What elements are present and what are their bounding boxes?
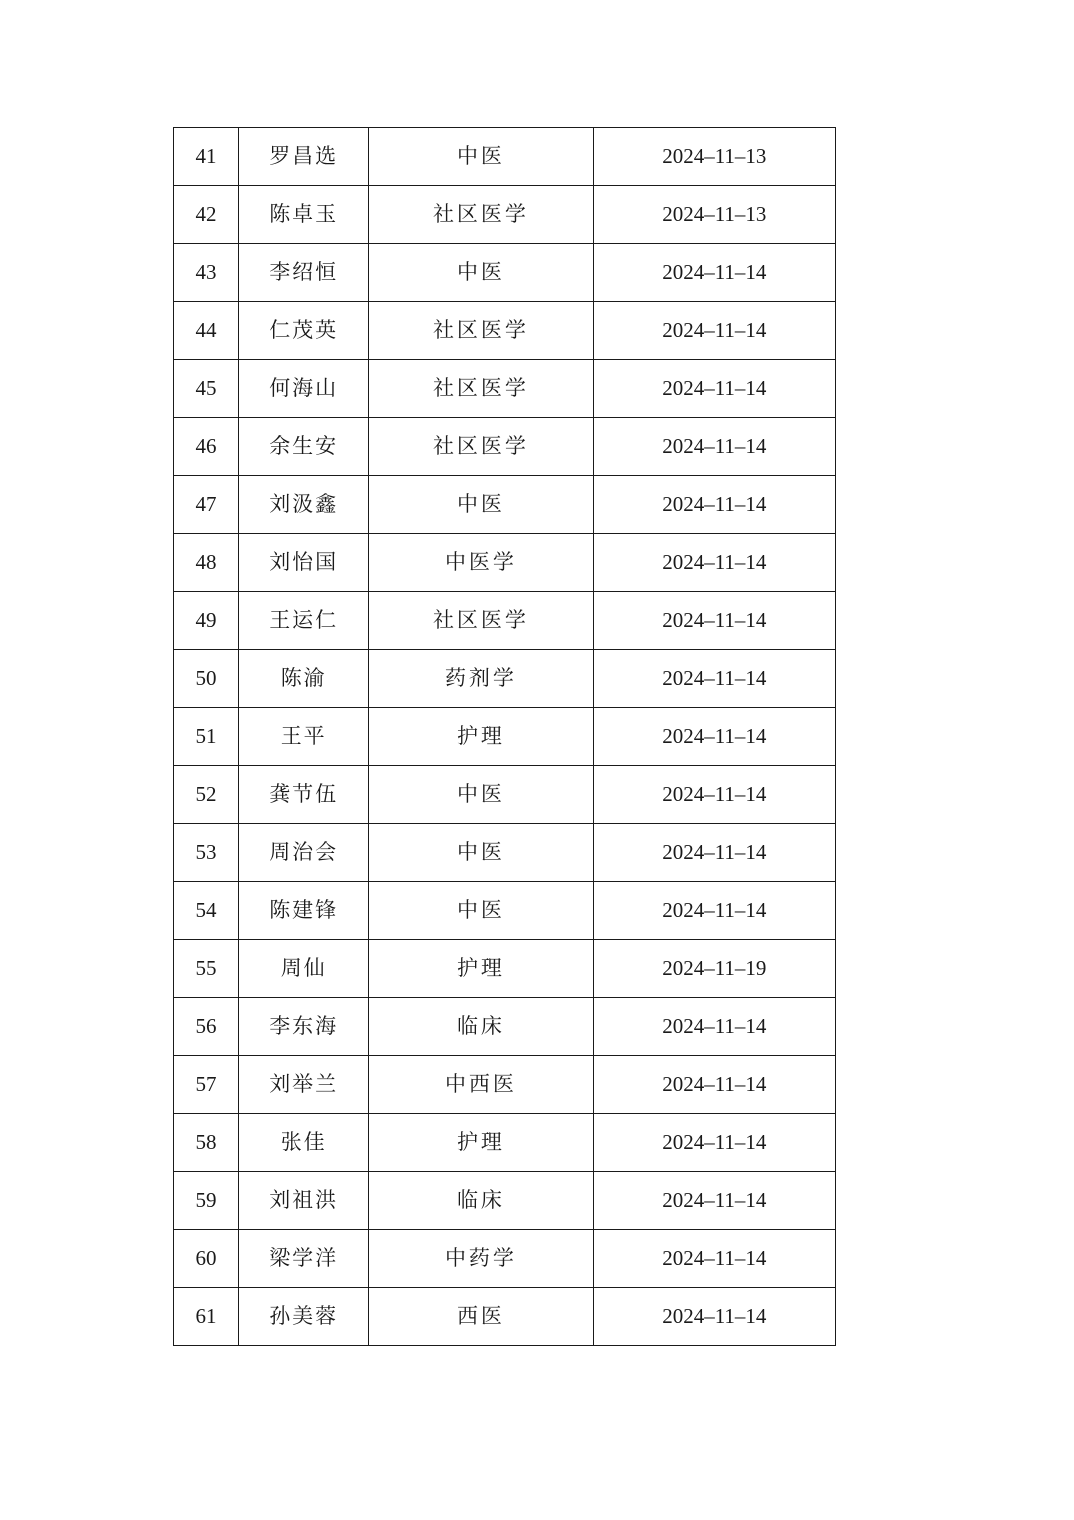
date-cell: 2024–11–14 [593,1230,835,1288]
date-cell: 2024–11–14 [593,302,835,360]
table-row [174,708,836,766]
major-cell: 中医学 [369,534,593,592]
date-cell: 2024–11–14 [593,824,835,882]
row-number-cell: 57 [174,1056,239,1114]
date-cell: 2024–11–14 [593,998,835,1056]
major-cell: 社区医学 [369,186,593,244]
table-row [174,1114,836,1172]
name-cell: 陈卓玉 [239,186,369,244]
row-number-cell: 46 [174,418,239,476]
row-number-cell: 49 [174,592,239,650]
row-number-cell: 44 [174,302,239,360]
name-cell: 梁学洋 [239,1230,369,1288]
table-row [174,592,836,650]
major-cell: 西医 [369,1288,593,1346]
row-number-cell: 58 [174,1114,239,1172]
row-number-cell: 59 [174,1172,239,1230]
date-cell: 2024–11–19 [593,940,835,998]
name-cell: 何海山 [239,360,369,418]
name-cell: 龚节伍 [239,766,369,824]
table-row [174,650,836,708]
roster-table [173,127,836,1346]
row-number-cell: 48 [174,534,239,592]
table-row [174,824,836,882]
name-cell: 陈建锋 [239,882,369,940]
table-row [174,998,836,1056]
table-row [174,1172,836,1230]
name-cell: 周仙 [239,940,369,998]
major-cell: 护理 [369,708,593,766]
table-row [174,418,836,476]
name-cell: 余生安 [239,418,369,476]
table-row [174,882,836,940]
date-cell: 2024–11–14 [593,1172,835,1230]
date-cell: 2024–11–14 [593,592,835,650]
table-row [174,1230,836,1288]
major-cell: 中医 [369,766,593,824]
row-number-cell: 55 [174,940,239,998]
name-cell: 刘举兰 [239,1056,369,1114]
major-cell: 中医 [369,244,593,302]
name-cell: 李东海 [239,998,369,1056]
row-number-cell: 54 [174,882,239,940]
name-cell: 刘怡国 [239,534,369,592]
name-cell: 周治会 [239,824,369,882]
table-row [174,940,836,998]
table-row [174,534,836,592]
date-cell: 2024–11–14 [593,1288,835,1346]
row-number-cell: 43 [174,244,239,302]
table-row [174,186,836,244]
date-cell: 2024–11–14 [593,766,835,824]
date-cell: 2024–11–14 [593,1056,835,1114]
table-row [174,1288,836,1346]
date-cell: 2024–11–14 [593,534,835,592]
table-row [174,476,836,534]
name-cell: 李绍恒 [239,244,369,302]
name-cell: 王运仁 [239,592,369,650]
row-number-cell: 61 [174,1288,239,1346]
table-row [174,244,836,302]
row-number-cell: 53 [174,824,239,882]
major-cell: 中药学 [369,1230,593,1288]
date-cell: 2024–11–14 [593,650,835,708]
name-cell: 王平 [239,708,369,766]
row-number-cell: 47 [174,476,239,534]
roster-table-body [174,128,836,1346]
major-cell: 中医 [369,882,593,940]
name-cell: 仁茂英 [239,302,369,360]
major-cell: 社区医学 [369,592,593,650]
date-cell: 2024–11–14 [593,708,835,766]
major-cell: 中医 [369,476,593,534]
date-cell: 2024–11–13 [593,186,835,244]
table-row [174,1056,836,1114]
date-cell: 2024–11–14 [593,244,835,302]
row-number-cell: 52 [174,766,239,824]
date-cell: 2024–11–14 [593,476,835,534]
date-cell: 2024–11–14 [593,360,835,418]
date-cell: 2024–11–13 [593,128,835,186]
major-cell: 药剂学 [369,650,593,708]
major-cell: 中医 [369,824,593,882]
row-number-cell: 50 [174,650,239,708]
major-cell: 社区医学 [369,418,593,476]
table-row [174,766,836,824]
row-number-cell: 60 [174,1230,239,1288]
table-row [174,360,836,418]
major-cell: 临床 [369,998,593,1056]
row-number-cell: 51 [174,708,239,766]
name-cell: 陈渝 [239,650,369,708]
major-cell: 临床 [369,1172,593,1230]
major-cell: 护理 [369,1114,593,1172]
date-cell: 2024–11–14 [593,882,835,940]
table-row [174,302,836,360]
major-cell: 护理 [369,940,593,998]
major-cell: 中西医 [369,1056,593,1114]
name-cell: 张佳 [239,1114,369,1172]
major-cell: 社区医学 [369,360,593,418]
row-number-cell: 42 [174,186,239,244]
date-cell: 2024–11–14 [593,418,835,476]
name-cell: 刘祖洪 [239,1172,369,1230]
name-cell: 刘汲鑫 [239,476,369,534]
row-number-cell: 41 [174,128,239,186]
table-row [174,128,836,186]
name-cell: 罗昌选 [239,128,369,186]
major-cell: 中医 [369,128,593,186]
row-number-cell: 45 [174,360,239,418]
major-cell: 社区医学 [369,302,593,360]
name-cell: 孙美蓉 [239,1288,369,1346]
row-number-cell: 56 [174,998,239,1056]
date-cell: 2024–11–14 [593,1114,835,1172]
